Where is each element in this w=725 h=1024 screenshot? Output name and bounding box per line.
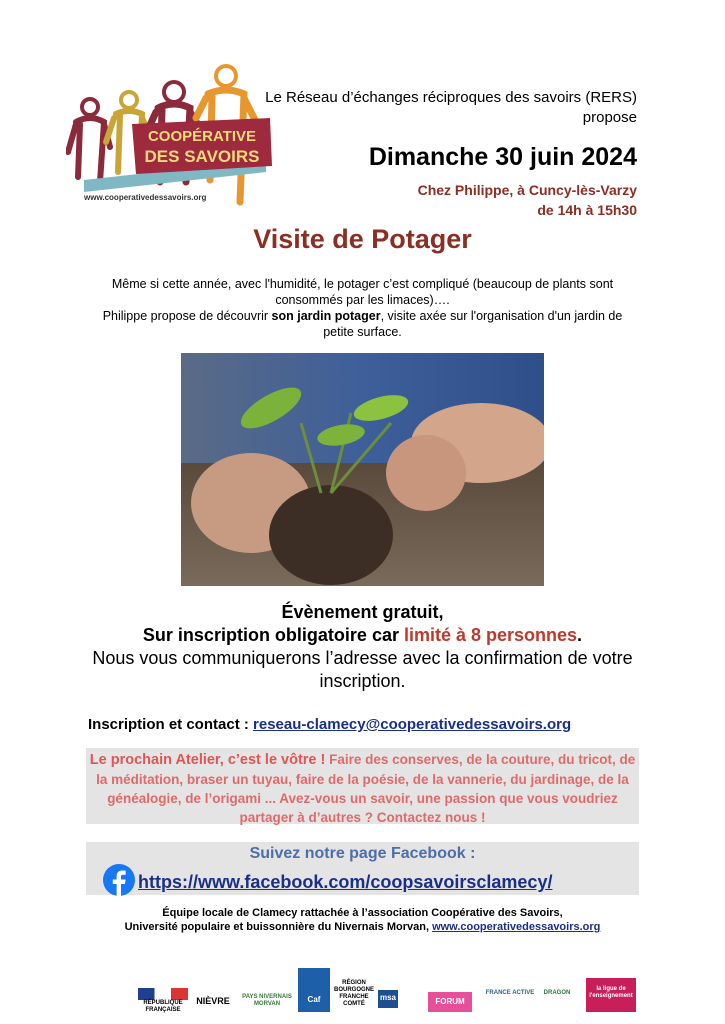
signup-limit: limité à 8 personnes (403, 625, 578, 645)
event-title: Visite de Potager (253, 224, 472, 254)
footer-line1: Équipe locale de Clamecy rattachée à l’association Coopérative des Savoirs, (162, 907, 563, 919)
signup-a: Sur inscription obligatoire car (142, 625, 404, 645)
desc-line2 (90, 308, 635, 340)
desc-part-b: , visite axée sur l'organisation d'un jardin de petite surface. (323, 309, 623, 339)
nievre-logo: NIÈVRE (196, 996, 230, 1006)
footer-line2 (0, 920, 725, 934)
confirm-line: Nous vous communiquerons l’adresse avec la confirmation de votre inscription. (92, 648, 633, 691)
signup-b: . (577, 625, 583, 645)
msa-logo: msa (378, 990, 398, 1008)
facebook-title: Suivez notre page Facebook : (249, 845, 476, 862)
republique-logo (138, 988, 188, 1014)
svg-text:DES SAVOIRS: DES SAVOIRS (144, 147, 260, 166)
signup-line (0, 624, 725, 647)
franceactive-logo: FRANCE ACTIVE (485, 990, 535, 996)
event-info (0, 601, 725, 693)
contact-line (88, 716, 571, 733)
contact-label: Inscription et contact : (88, 716, 254, 733)
forum-logo: FORUM (428, 992, 472, 1012)
atelier-box (86, 748, 639, 824)
region-logo: RÉGION BOURGOGNE FRANCHE COMTÉ (334, 980, 375, 1007)
event-date: Dimanche 30 juin 2024 (368, 143, 637, 171)
republique-label: RÉPUBLIQUE FRANÇAISE (143, 1000, 183, 1013)
atelier-text: Faire des conserves, de la couture, du tricot, de la méditation, braser un tuyau, faire de la poésie, de la vannerie, du jardinage, de la généalogie, de l’origami ... Avez-vous un savoir, une passion que vous voudriez partager à d’autres ? Contactez nous ! (96, 752, 636, 825)
event-place-time (418, 180, 637, 220)
caf-logo: Caf (298, 968, 330, 1012)
facebook-box (86, 842, 639, 895)
footer-line2-text: Université populaire et buissonnière du Nivernais Morvan, (124, 921, 433, 933)
seedling-hands-photo (181, 353, 544, 586)
event-place: Chez Philippe, à Cuncy-lès-Varzy (417, 182, 637, 198)
event-description (90, 276, 635, 340)
facebook-link[interactable]: https://www.facebook.com/coopsavoirsclamecy/ (138, 872, 553, 892)
partner-logos (138, 968, 638, 1018)
facebook-icon[interactable] (103, 864, 135, 896)
pays-logo: PAYS NIVERNAIS MORVAN (242, 994, 292, 1007)
footer (0, 906, 725, 934)
desc-bold: son jardin potager (271, 309, 381, 323)
cooperative-des-savoirs-logo (66, 62, 276, 212)
contact-email-link[interactable]: reseau-clamecy@cooperativedessavoirs.org (253, 716, 572, 733)
intro-text: Le Réseau d’échanges réciproques des savoirs (RERS) propose (265, 89, 637, 126)
desc-part-a: Philippe propose de découvrir (102, 309, 272, 323)
svg-text:COOPÉRATIVE: COOPÉRATIVE (147, 128, 257, 145)
logo-url: www.cooperativedessavoirs.org (84, 193, 207, 202)
atelier-lead: Le prochain Atelier, c’est le vôtre ! (89, 752, 326, 768)
ligue-logo: la ligue de l'enseignement (586, 978, 636, 1012)
footer-url-link[interactable]: www.cooperativedessavoirs.org (432, 921, 601, 933)
dragon-logo: DRAGON (543, 990, 571, 996)
event-time: de 14h à 15h30 (537, 202, 637, 218)
desc-line1: Même si cette année, avec l'humidité, le potager c’est compliqué (beaucoup de plants sont consommés par les limaces)…. (111, 277, 614, 307)
free-event: Évènement gratuit, (281, 602, 444, 622)
